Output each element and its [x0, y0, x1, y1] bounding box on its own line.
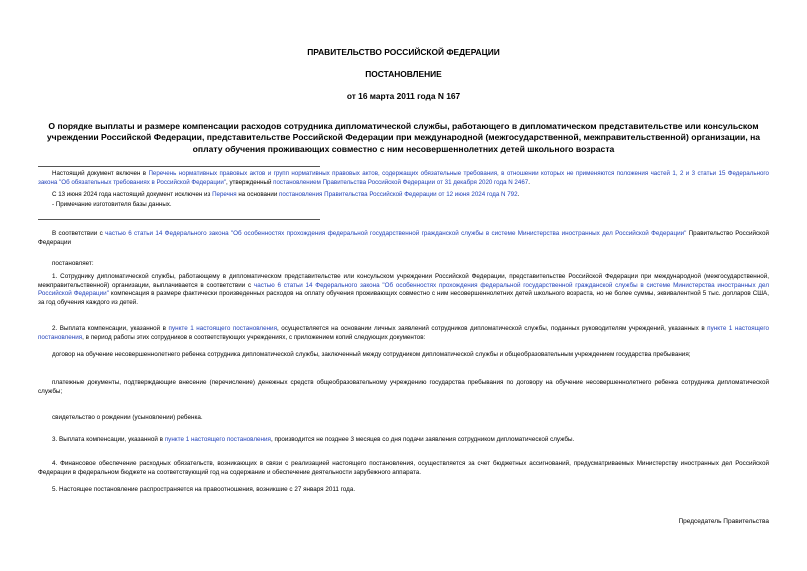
doc-birth-certificate: свидетельство о рождении (усыновлении) ребенка. — [52, 414, 203, 421]
para-text: 2. Выплата компенсации, указанной в — [52, 325, 169, 332]
para-text: В соответствии с — [52, 230, 106, 237]
link-postanovlenie-2467[interactable]: постановлением Правительства Российской Федерации от 31 декабря 2020 года N 2467 — [273, 178, 529, 186]
note-exclusion — [38, 191, 769, 200]
link-perechnya[interactable]: Перечня — [212, 191, 237, 198]
preamble — [38, 230, 769, 247]
signature-title: Председатель Правительства — [678, 518, 769, 525]
note-text: на основании — [236, 191, 280, 198]
document-date: от 16 марта 2011 года N 167 — [346, 91, 461, 101]
doc-contract: договор на обучение несовершеннолетнего ребенка сотрудника дипломатической службы, заключенный между сотрудником дипломатической службы и общеобразовательным учреждением государства пребывания; — [52, 351, 691, 358]
clause-1 — [38, 273, 769, 308]
link-law-part6-clause1[interactable]: частью 6 статьи 14 Федерального закона "Об особенностях прохождения федеральной государственной гражданской службы в системе Министерства иностранных дел Российской Федерации" — [38, 281, 769, 298]
para-text: 3. Выплата компенсации, указанной в — [52, 436, 165, 443]
para-text: , производится не позднее 3 месяцев со дня подачи заявления сотрудником дипломатической службы. — [270, 436, 575, 443]
government-name: ПРАВИТЕЛЬСТВО РОССИЙСКОЙ ФЕДЕРАЦИИ — [307, 47, 500, 57]
note-text: . — [528, 178, 530, 186]
note-text: . — [517, 191, 520, 198]
document-type: ПОСТАНОВЛЕНИЕ — [365, 69, 442, 79]
decree-word: постановляет: — [52, 260, 94, 267]
note-inclusion — [38, 170, 769, 187]
doc-payments: платежные документы, подтверждающие внесение (перечисление) денежных средств общеобразовательному учреждению государства пребывания по договору на обучение несовершеннолетнего ребенка сотрудника дипломатической службы; — [38, 379, 769, 395]
para-text: 1. Сотруднику дипломатической службы, работающему в дипломатическом представительстве или консульском учреждении Российской Федерации, представительстве Российской Федерации при международной (межгосударственной, межправительственной) организации, выплачивается в соответствии с — [38, 273, 769, 289]
para-text: , в период работы этих сотрудников в соответствующих учреждениях, с приложением копий следующих документов: — [82, 333, 426, 341]
link-clause1-c[interactable]: пункте 1 настоящего постановления — [164, 436, 271, 443]
clause-4: 4. Финансовое обеспечение расходных обязательств, возникающих в связи с реализацией настоящего постановления, осуществляется за счет бюджетных ассигнований, предусматриваемых Министерству иностранных дел Российской Федерации в федеральном бюджете на соответствующий год на содержание и обеспечение деятельности зарубежного аппарата. — [38, 460, 769, 476]
para-text: Правительство Российской Федерации — [38, 230, 769, 246]
note-text: Настоящий документ включен в — [52, 170, 149, 177]
para-text: компенсация в размере фактически произведенных расходов на оплату обучения проживающих совместно с ним несовершеннолетних детей школьного возраста, но не более суммы, эквивалентной 5 тыс. долларов США, за год обучения каждого из детей. — [38, 290, 769, 307]
link-perechen[interactable]: Перечень нормативных правовых актов и групп нормативных правовых актов, содержащих обязательные требования, в отношении которых не применяются положения частей 1, 2 и 3 статьи 15 Федерального закона "Об обязательных требованиях в Российской Федерации" — [38, 170, 769, 186]
para-text: , осуществляется на основании личных заявлений сотрудников дипломатической службы, поданных руководителям учреждений, указанных в — [276, 325, 708, 332]
clause-3 — [38, 436, 769, 445]
link-clause1-a[interactable]: пункте 1 настоящего постановления — [168, 325, 277, 332]
link-postanovlenie-792[interactable]: постановления Правительства Российской Федерации от 12 июня 2024 года N 792 — [279, 191, 518, 198]
link-law-part6[interactable]: частью 6 статьи 14 Федерального закона "Об особенностях прохождения федеральной государственной гражданской службы в системе Министерства иностранных дел Российской Федерации" — [105, 230, 687, 237]
document-title: О порядке выплаты и размере компенсации расходов сотрудника дипломатической службы, работающего в дипломатическом представительстве или консульском учреждении Российской Федерации, представительстве Российской Федерации при международной (межгосударственной, межправительственной) организации, на оплату обучения проживающих совместно с ним несовершеннолетних детей школьного возраста — [46, 121, 761, 154]
note-db-maker: - Примечание изготовителя базы данных. — [52, 201, 172, 208]
link-clause1-b[interactable]: пункте 1 настоящего постановления — [38, 325, 769, 341]
separator-top — [38, 166, 320, 167]
note-text: , утвержденный — [226, 178, 274, 186]
separator-bottom — [38, 219, 320, 220]
clause-2 — [38, 325, 769, 342]
note-text: С 13 июня 2024 года настоящий документ исключен из — [52, 191, 213, 198]
clause-5: 5. Настоящее постановление распространяется на правоотношения, возникшие с 27 января 2011 года. — [52, 486, 356, 493]
